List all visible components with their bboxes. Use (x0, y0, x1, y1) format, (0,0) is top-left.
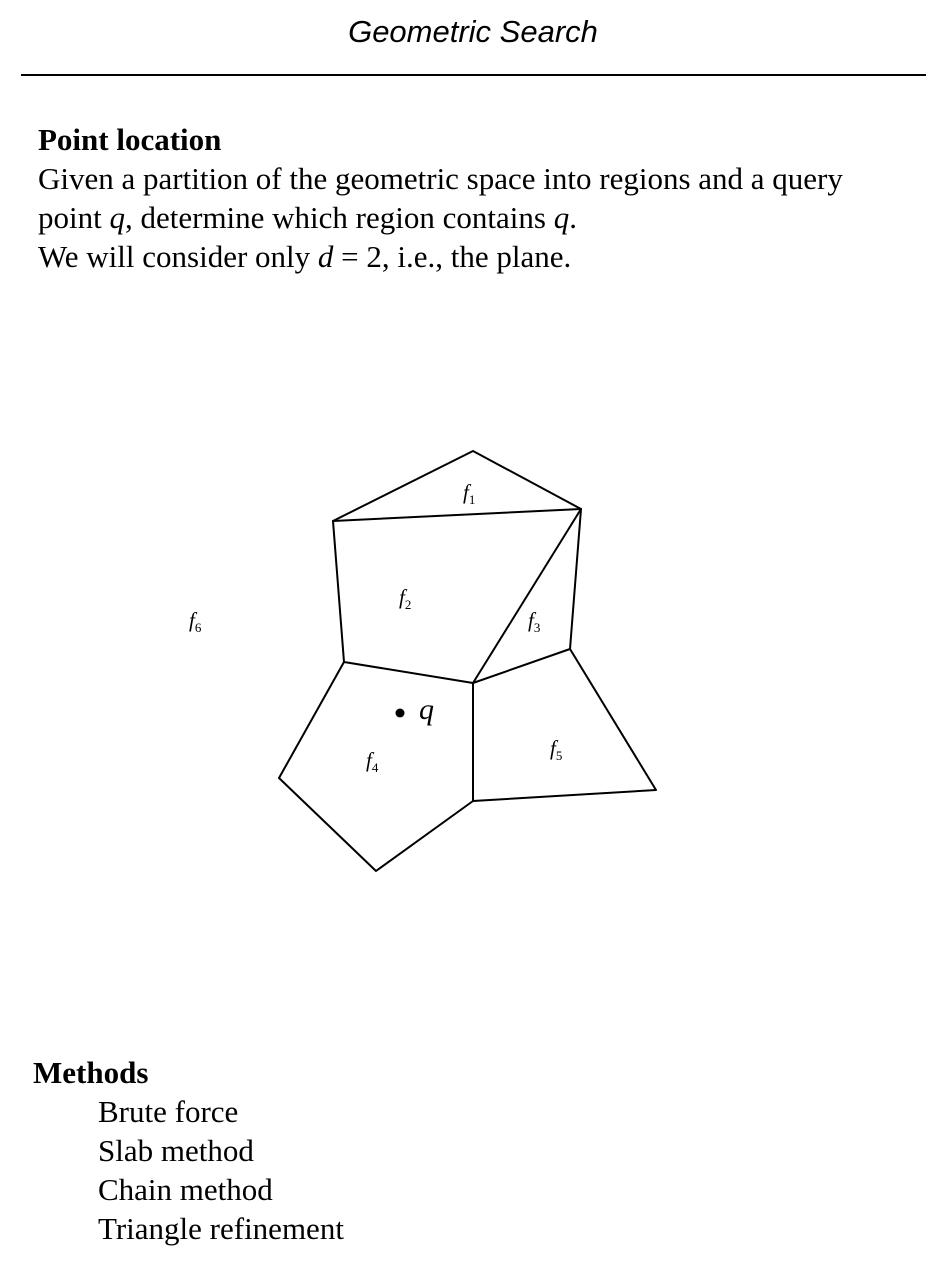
intro-query-symbol: q (109, 200, 125, 235)
query-point-marker (396, 709, 405, 718)
method-item-slab: Slab method (98, 1133, 254, 1168)
face-label-f3-index: 3 (533, 620, 541, 635)
method-item-triangle-refinement: Triangle refinement (98, 1211, 344, 1246)
intro-line-3-text-a: We will consider only (38, 239, 318, 274)
section-heading-methods: Methods (33, 1055, 149, 1090)
edge-f2-f3 (473, 509, 581, 683)
face-label-f5-index: 5 (555, 748, 563, 763)
intro-line-2-text-c: . (569, 200, 577, 235)
face-label-f5-letter: f (550, 736, 556, 760)
face-label-f1 (463, 480, 475, 507)
face-label-f6-letter: f (189, 608, 195, 632)
query-point-label: q (419, 693, 434, 726)
face-label-f6 (189, 608, 202, 635)
subdivision-edges (279, 451, 656, 871)
intro-line-2-text-a: point (38, 200, 110, 235)
face-label-f4-letter: f (366, 748, 372, 772)
intro-query-symbol-2: q (553, 200, 570, 235)
face-label-f6-index: 6 (194, 620, 202, 635)
face-label-f2-index: 2 (404, 597, 412, 612)
face-label-f2-letter: f (399, 585, 405, 609)
section-heading-point-location: Point location (38, 122, 222, 157)
method-item-chain: Chain method (98, 1172, 273, 1207)
face-label-f5 (550, 736, 562, 763)
intro-line-1-text: Given a partition of the geometric space into regions and a query (38, 161, 843, 196)
face-label-f4-index: 4 (371, 760, 379, 775)
face-label-f1-letter: f (463, 480, 469, 504)
face-label-f3 (528, 608, 540, 635)
page-title: Geometric Search (348, 14, 598, 49)
methods-list (33, 1092, 633, 1248)
intro-line-2-text-b: , determine which region contains (124, 200, 554, 235)
edge-f3-f5 (473, 649, 570, 683)
edge-f3-right (570, 509, 581, 649)
edge-f5-outer (473, 649, 656, 801)
methods-section (33, 1053, 633, 1248)
edge-f2-left (333, 521, 344, 662)
intro-line-3-text-b: = 2, i.e., the plane. (333, 239, 572, 274)
method-item-brute-force: Brute force (98, 1094, 239, 1129)
intro-dimension-symbol: d (317, 239, 334, 274)
face-label-f4 (366, 748, 379, 775)
face-label-f2 (399, 585, 411, 612)
edge-f1-f2 (333, 509, 581, 521)
edge-f2-bottom (344, 662, 473, 683)
face-label-f3-letter: f (528, 608, 534, 632)
face-label-f1-index: 1 (468, 492, 476, 507)
